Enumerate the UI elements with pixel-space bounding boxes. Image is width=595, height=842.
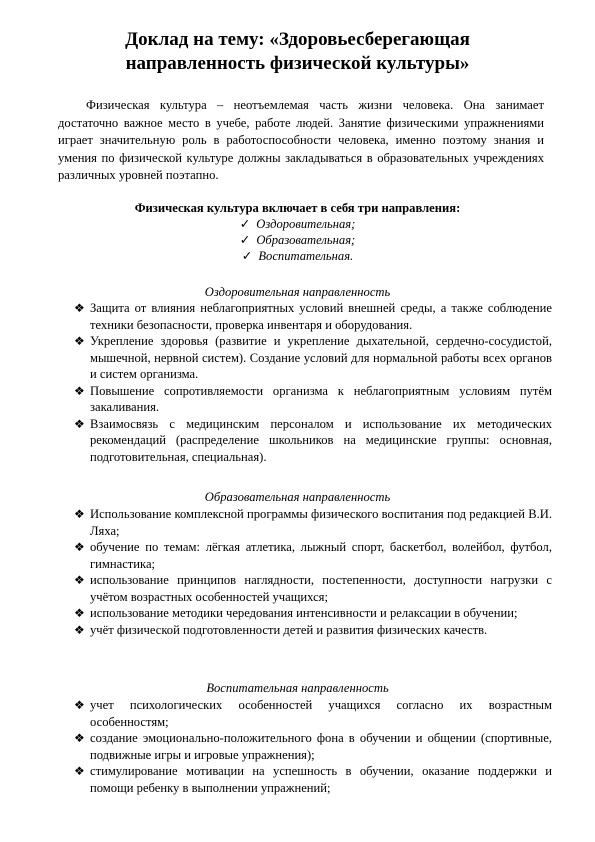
list-item-text: обучение по темам: лёгкая атлетика, лыжный спорт, баскетбол, волейбол, футбол, гимнастика;: [90, 540, 552, 571]
list-item-text: создание эмоционально-положительного фона в обучении и общении (спортивные, подвижные игры и игровые упражнения);: [90, 731, 552, 762]
list-item-text: стимулирование мотивации на успешность в обучении, оказание поддержки и помощи ребенку в выполнении упражнений;: [90, 764, 552, 795]
health-list: [74, 300, 552, 465]
education-list: [74, 506, 552, 638]
section-heading-upbringing: Воспитательная направленность: [206, 681, 389, 695]
list-item-text: учёт физической подготовленности детей и развития физических качеств.: [90, 622, 488, 637]
list-item-text: Взаимосвязь с медицинским персоналом и использование их методических рекомендаций (распределение школьников на медицинские группы: основная, подготовительная, специальная).: [90, 416, 552, 464]
direction-label: Воспитательная.: [258, 249, 354, 263]
diamond-bullet-icon: ❖: [74, 606, 85, 620]
list-item-text: Защита от влияния неблагоприятных условий внешней среды, а также соблюдение техники безопасности, проверка инвентаря и оборудования.: [90, 301, 552, 332]
list-item: [74, 730, 552, 763]
list-item: [74, 605, 552, 622]
list-item: [74, 572, 552, 605]
list-item: [74, 416, 552, 466]
checkmark-icon: ✓: [241, 249, 253, 263]
direction-label: Оздоровительная;: [256, 217, 356, 231]
checkmark-icon: ✓: [239, 233, 251, 247]
section-heading-education: Образовательная направленность: [204, 490, 391, 504]
list-item: [74, 697, 552, 730]
intro-paragraph: Физическая культура – неотъемлемая часть жизни человека. Она занимает достаточно важное место в учебе, работе людей. Занятие физическими упражнениями играет значительную роль в работоспособности человека, именно поэтому знания и умения по физической культуре должны закладываться в образовательных учреждениях различных уровней поэтапно.: [58, 98, 544, 182]
diamond-bullet-icon: ❖: [74, 698, 85, 712]
directions-heading: Физическая культура включает в себя три направления:: [134, 201, 461, 215]
diamond-bullet-icon: ❖: [74, 416, 85, 431]
section-heading-health: Оздоровительная направленность: [204, 285, 391, 299]
list-item-text: учет психологических особенностей учащихся согласно их возрастным особенностям;: [90, 698, 552, 729]
diamond-bullet-icon: ❖: [74, 383, 85, 398]
diamond-bullet-icon: ❖: [74, 540, 85, 554]
list-item: [74, 300, 552, 333]
diamond-bullet-icon: ❖: [74, 507, 85, 521]
diamond-bullet-icon: ❖: [74, 731, 85, 745]
list-item: [74, 622, 552, 639]
direction-item: [0, 248, 595, 264]
upbringing-list: [74, 697, 552, 796]
list-item: [74, 506, 552, 539]
title-line-2: направленность физической культуры»: [125, 53, 470, 74]
document-title: [60, 28, 535, 76]
list-item: [74, 383, 552, 416]
list-item-text: использование методики чередования интенсивности и релаксации в обучении;: [90, 606, 518, 620]
diamond-bullet-icon: ❖: [74, 764, 85, 778]
title-line-1: Доклад на тему: «Здоровьесберегающая: [125, 29, 470, 50]
list-item-text: Укрепление здоровья (развитие и укрепление дыхательной, сердечно-сосудистой, мышечной, нервной систем). Создание условий для нормальной работы всех органов и систем организма.: [90, 334, 552, 381]
direction-label: Образовательная;: [256, 233, 356, 247]
list-item: [74, 333, 552, 383]
list-item: [74, 763, 552, 796]
direction-item: [0, 216, 595, 232]
checkmark-icon: ✓: [239, 217, 251, 231]
list-item: [74, 539, 552, 572]
list-item-text: Повышение сопротивляемости организма к неблагоприятным условиям путём закаливания.: [90, 383, 552, 414]
diamond-bullet-icon: ❖: [74, 334, 85, 348]
direction-item: [0, 232, 595, 248]
list-item-text: использование принципов наглядности, постепенности, доступности нагрузки с учётом возрастных особенностей учащихся;: [90, 573, 552, 604]
diamond-bullet-icon: ❖: [74, 573, 85, 587]
list-item-text: Использование комплексной программы физического воспитания под редакцией В.И. Ляха;: [90, 507, 552, 538]
diamond-bullet-icon: ❖: [74, 301, 85, 315]
directions-list: [0, 216, 595, 264]
diamond-bullet-icon: ❖: [74, 622, 85, 637]
